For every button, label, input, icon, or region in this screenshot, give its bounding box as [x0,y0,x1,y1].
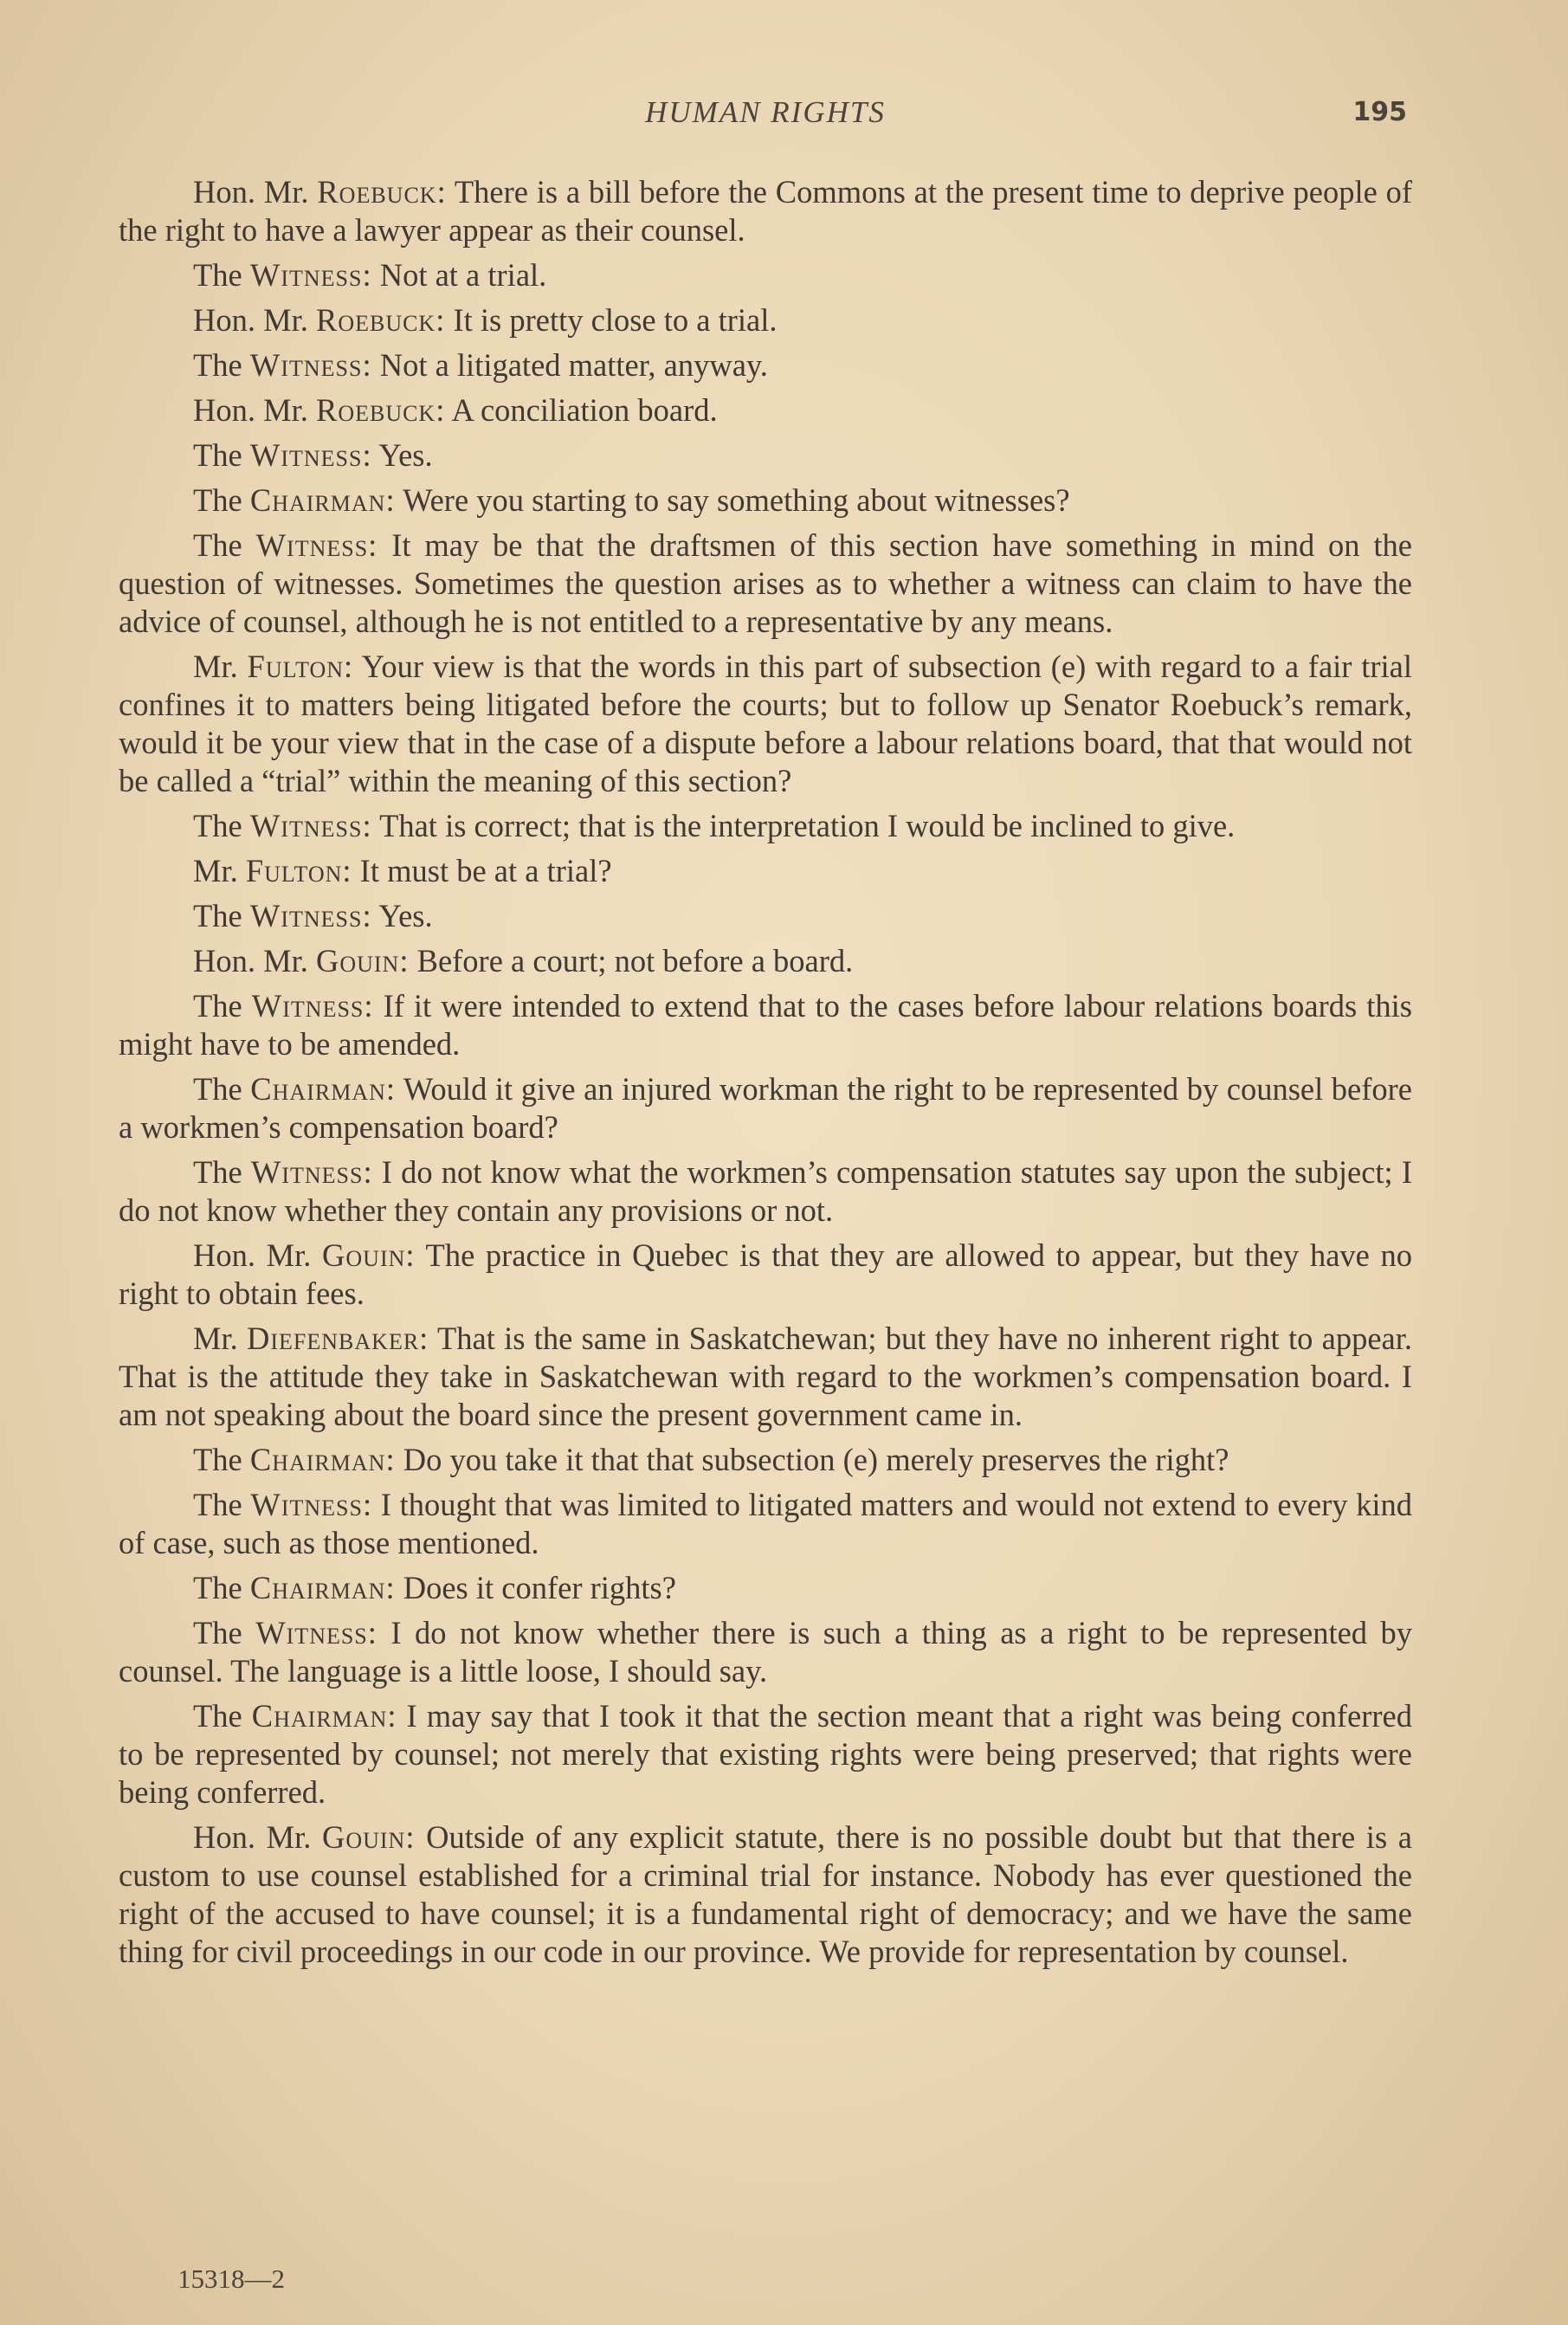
speaker-name: Witness: [255,1615,377,1650]
speech-text: Does it confer rights? [403,1570,676,1605]
transcript-paragraph [119,807,1412,845]
speaker-title: Hon. Mr. [193,174,309,210]
speaker-name: Witness: [251,988,374,1024]
transcript-paragraph [119,648,1412,800]
speaker-title: Hon. Mr. [193,302,308,338]
speech-text: It may be that the draftsmen of this section have something in mind on the question of witnesses. Sometimes the question arises as to whether a witness can claim to have the advice of counsel, although he is not entitled to a representative by any means. [119,527,1413,639]
speech-text: Outside of any explicit statute, there is no possible doubt but that there is a custom to use counsel established for a criminal trial for instance. Nobody has ever questioned the right of the accused to have counsel; it is a fundamental right of democracy; and we have the same thing for civil proceedings in our code in our province. We provide for representation by counsel. [119,1819,1412,1969]
transcript-paragraph [119,1320,1412,1434]
speaker-name: Witness: [249,437,372,473]
transcript-paragraph [119,1818,1412,1971]
speaker-name: Fulton: [245,853,352,888]
speech-text: I do not know whether there is such a thing as a right to be represented by counsel. The language is a little loose, I should say. [119,1615,1413,1689]
transcript-paragraph [119,987,1412,1063]
speech-text: A conciliation board. [451,392,718,428]
speech-text: That is correct; that is the interpretation I would be inclined to give. [379,808,1236,843]
page-header [119,95,1412,147]
speaker-title: Mr. [193,853,238,888]
transcript-paragraph [119,256,1412,294]
speaker-name: Witness: [250,1487,373,1522]
transcript-paragraph [119,1614,1412,1690]
speaker-name: Witness: [250,1154,373,1190]
speaker-title: The [193,482,242,518]
speaker-name: Fulton: [247,649,354,684]
speaker-title: The [193,1615,242,1650]
speaker-title: Hon. Mr. [193,943,308,978]
speaker-title: The [193,257,242,293]
speaker-title: The [193,1698,242,1734]
speaker-name: Gouin: [322,1237,416,1273]
speaker-title: The [193,437,242,473]
speaker-title: The [193,988,242,1024]
speaker-title: Hon. Mr. [193,1237,312,1273]
speaker-title: Mr. [193,1321,238,1356]
speaker-title: The [193,527,242,563]
speaker-title: The [193,898,242,933]
speaker-name: Gouin: [315,943,410,978]
speaker-name: Witness: [249,808,372,843]
speaker-title: Mr. [193,649,238,684]
speech-text: It is pretty close to a trial. [453,302,778,338]
speech-text: If it were intended to extend that to the cases before labour relations boards this might have to be amended. [119,988,1412,1062]
transcript-paragraph [119,1441,1412,1479]
speaker-title: The [193,1570,242,1605]
speech-text: Do you take it that that subsection (e) merely preserves the right? [403,1442,1229,1477]
speaker-name: Gouin: [321,1819,416,1855]
page-number: 195 [1352,97,1407,127]
transcript-paragraph [119,1070,1412,1146]
speaker-title: The [193,1071,242,1107]
speaker-name: Chairman: [249,1570,396,1605]
speaker-title: Hon. Mr. [193,392,308,428]
transcript-paragraph [119,346,1412,384]
transcript-paragraph [119,1486,1412,1562]
speaker-title: The [193,1487,242,1522]
speech-text: I may say that I took it that the section meant that a right was being conferred to be represented by counsel; not merely that existing rights were being preserved; that rights were being conferred. [119,1698,1413,1810]
speaker-title: The [193,1154,242,1190]
speech-text: Not a litigated matter, anyway. [379,347,768,383]
speaker-name: Chairman: [249,482,396,518]
transcript-body [119,173,1412,1971]
transcript-paragraph [119,1697,1412,1812]
speaker-name: Witness: [249,898,372,933]
speaker-name: Witness: [255,527,378,563]
speaker-name: Roebuck: [315,392,446,428]
transcript-paragraph [119,852,1412,890]
speech-text: Would it give an injured workman the right to be represented by counsel before a workmen’s compensation board? [119,1071,1412,1145]
speaker-name: Chairman: [249,1442,396,1477]
speech-text: I do not know what the workmen’s compensation statutes say upon the subject; I do not know whether they contain any provisions or not. [119,1154,1413,1228]
speech-text: Your view is that the words in this part of subsection (e) with regard to a fair trial confines it to matters being litigated before the courts; but to follow up Senator Roebuck’s remark, would it be your view that in the case of a dispute before a labour relations board, that that would not be called a “trial” within the meaning of this section? [119,649,1412,798]
transcript-paragraph [119,436,1412,475]
speaker-title: The [193,808,242,843]
transcript-paragraph [119,481,1412,520]
speech-text: Yes. [378,437,433,473]
speaker-title: Hon. Mr. [193,1819,312,1855]
speaker-name: Roebuck: [315,302,446,338]
speech-text: Not at a trial. [379,257,547,293]
running-title: HUMAN RIGHTS [645,95,886,129]
transcript-paragraph [119,526,1412,641]
speaker-name: Roebuck: [317,174,447,210]
speaker-name: Witness: [249,347,372,383]
transcript-paragraph [119,301,1412,339]
speech-text: That is the same in Saskatchewan; but they have no inherent right to appear. That is the attitude they take in Saskatchewan with regard to the workmen’s compensation board. I am not speaking about the board since the present government came in. [119,1321,1413,1432]
speech-text: Yes. [378,898,433,933]
transcript-paragraph [119,1237,1412,1313]
speaker-title: The [193,1442,242,1477]
speech-text: Before a court; not before a board. [416,943,854,978]
transcript-paragraph [119,1153,1412,1230]
printer-signature: 15318—2 [177,2264,285,2294]
transcript-paragraph [119,942,1412,980]
speaker-title: The [193,347,242,383]
speaker-name: Chairman: [251,1698,397,1734]
transcript-paragraph [119,1569,1412,1607]
transcript-paragraph [119,173,1412,249]
speaker-name: Witness: [249,257,372,293]
transcript-paragraph [119,391,1412,429]
speaker-name: Chairman: [250,1071,397,1107]
document-page [119,95,1412,2295]
speech-text: I thought that was limited to litigated matters and would not extend to every kind of case, such as those mentioned. [119,1487,1413,1560]
speaker-name: Diefenbaker: [247,1321,429,1356]
speech-text: There is a bill before the Commons at the present time to deprive people of the right to have a lawyer appear as their counsel. [119,174,1412,248]
speech-text: The practice in Quebec is that they are allowed to appear, but they have no right to obtain fees. [119,1237,1413,1311]
speech-text: It must be at a trial? [359,853,612,888]
transcript-paragraph [119,897,1412,935]
speech-text: Were you starting to say something about witnesses? [403,482,1070,518]
